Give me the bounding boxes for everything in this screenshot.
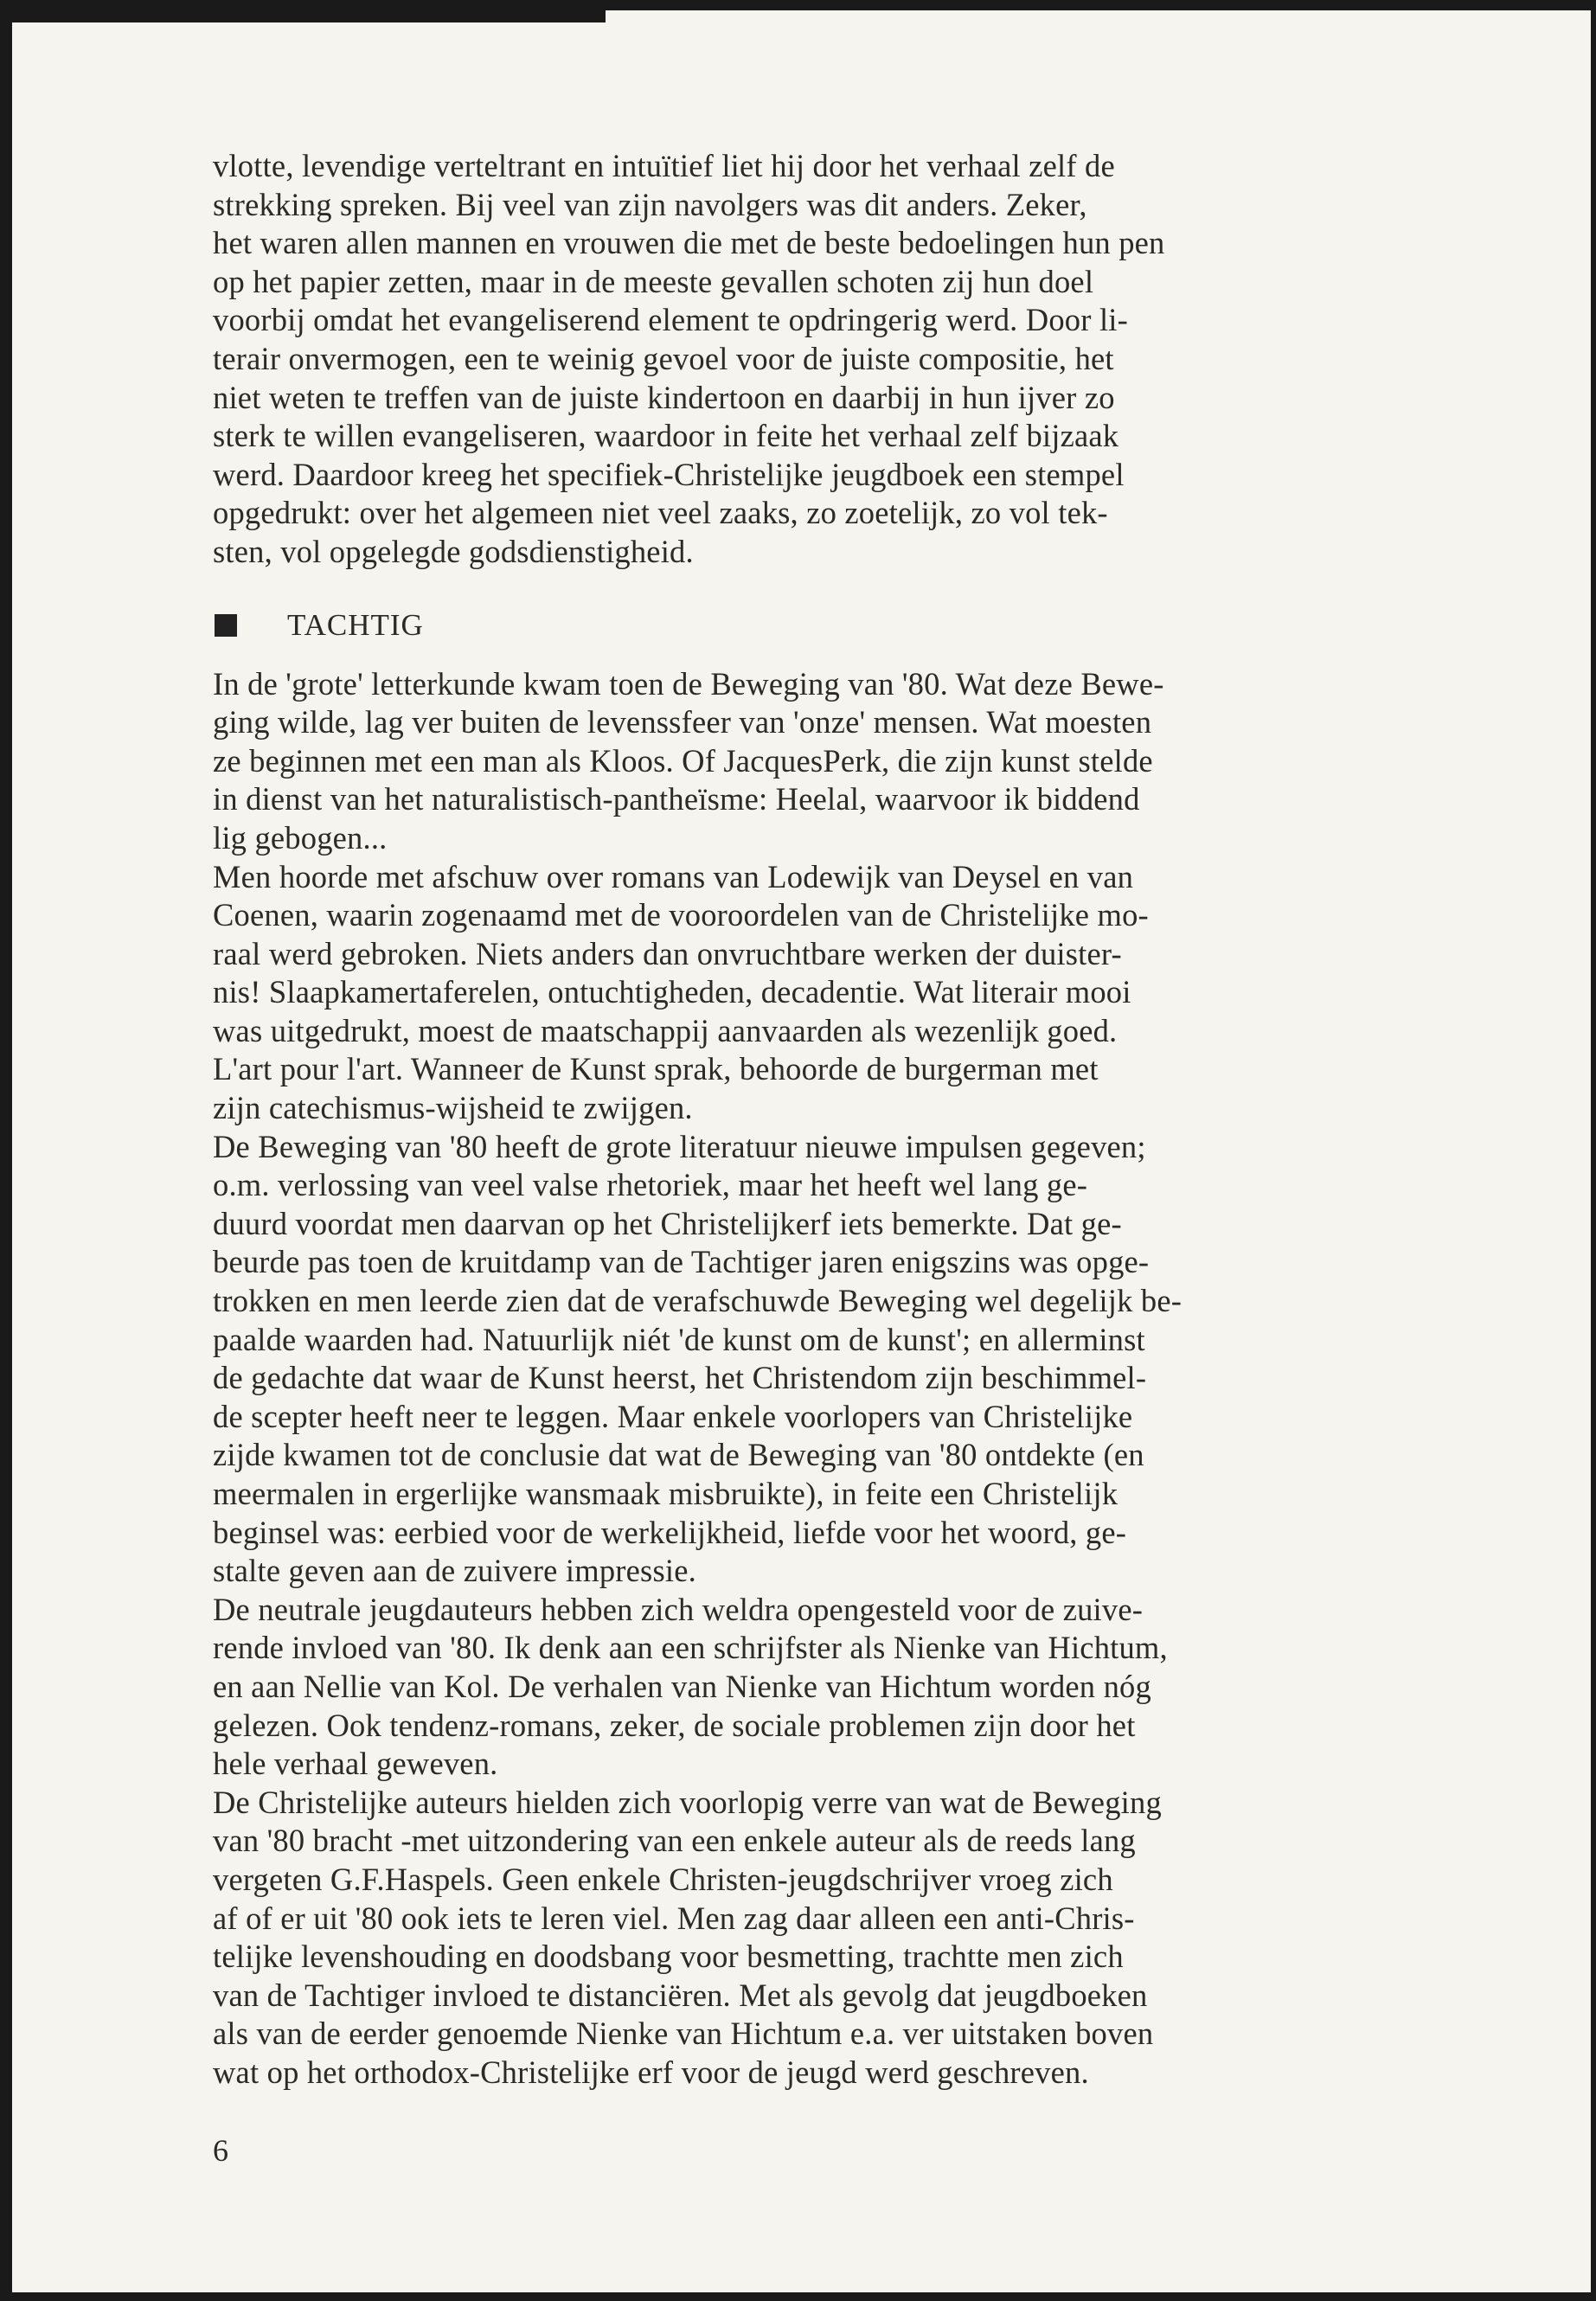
section-heading xyxy=(213,606,1476,644)
intro-paragraph: vlotte, levendige verteltrant en intuïtief liet hij door het verhaal zelf de strekking spreken. Bij veel van zijn navolgers was dit anders. Zeker, het waren allen mannen en vrouwen die met de beste bedoelingen hun pen op het papier zetten, maar in de meeste gevallen schoten zij hun doel voorbij omdat het evangeliserend element te opdringerig werd. Door li- terair onvermogen, een te weinig gevoel voor de juiste compositie, het niet weten te treffen van de juiste kindertoon en daarbij in hun ijver zo sterk te willen evangeliseren, waardoor in feite het verhaal zelf bijzaak werd. Daardoor kreeg het specifiek-Christelijke jeugdboek een stempel opgedrukt: over het algemeen niet veel zaaks, zo zoetelijk, zo vol tek- sten, vol opgelegde godsdienstigheid. xyxy=(213,148,1165,569)
scan-edge xyxy=(0,0,606,22)
paragraph: Men hoorde met afschuw over romans van Lodewijk van Deysel en van Coenen, waarin zogenaamd met de vooroordelen van de Christelijke mo- raal werd gebroken. Niets anders dan onvruchtbare werken der duister- nis! Slaapkamertaferelen, ontuchtigheden, decadentie. Wat literair mooi was uitgedrukt, moest de maatschappij aanvaarden als wezenlijk goed. L'art pour l'art. Wanneer de Kunst sprak, behoorde de burgerman met zijn catechismus-wijsheid te zwijgen. xyxy=(213,858,1149,1126)
section-heading-text: TACHTIG xyxy=(287,607,424,642)
page-number: 6 xyxy=(213,2133,228,2168)
page-body xyxy=(213,147,1476,2093)
paragraph: De neutrale jeugdauteurs hebben zich weldra opengesteld voor de zuive- rende invloed van '80. Ik denk aan een schrijfster als Nienke van Hichtum, en aan Nellie van Kol. De verhalen van Nienke van Hichtum worden nóg gelezen. Ook tendenz-romans, zeker, de sociale problemen zijn door het hele verhaal geweven. xyxy=(213,1591,1168,1782)
paragraph: De Beweging van '80 heeft de grote literatuur nieuwe impulsen gegeven; o.m. verlossing van veel valse rhetoriek, maar het heeft wel lang ge- duurd voordat men daarvan op het Christelijkerf iets bemerkte. Dat ge- beurde pas toen de kruitdamp van de Tachtiger jaren enigszins was opge- trokken en men leerde zien dat de verafschuwde Beweging wel degelijk be- paalde waarden had. Natuurlijk niét 'de kunst om de kunst'; en allerminst de gedachte dat waar de Kunst heerst, het Christendom zijn beschimmel- de scepter heeft neer te leggen. Maar enkele voorlopers van Christelijke zijde kwamen tot de conclusie dat wat de Beweging van '80 ontdekte (en meermalen in ergerlijke wansmaak misbruikte), in feite een Christelijk beginsel was: eerbied voor de werkelijkheid, liefde voor het woord, ge- stalte geven aan de zuivere impressie. xyxy=(213,1128,1183,1589)
paragraph: In de 'grote' letterkunde kwam toen de Beweging van '80. Wat deze Bewe- ging wilde, lag ver buiten de levenssfeer van 'onze' mensen. Wat moesten ze beginnen met een man als Kloos. Of JacquesPerk, die zijn kunst stelde in dienst van het naturalistisch-pantheïsme: Heelal, waarvoor ik biddend lig gebogen... xyxy=(213,665,1164,856)
square-bullet-icon xyxy=(215,614,237,637)
paragraph: De Christelijke auteurs hielden zich voorlopig verre van wat de Beweging van '80 bracht -met uitzondering van een enkele auteur als de reeds lang vergeten G.F.Haspels. Geen enkele Christen-jeugdschrijver vroeg zich af of er uit '80 ook iets te leren viel. Men zag daar alleen een anti-Chris- telijke levenshouding en doodsbang voor besmetting, trachtte men zich van de Tachtiger invloed te distanciëren. Met als gevolg dat jeugdboeken als van de eerder genoemde Nienke van Hichtum e.a. ver uitstaken boven wat op het orthodox-Christelijke erf voor de jeugd werd geschreven. xyxy=(213,1784,1162,2090)
